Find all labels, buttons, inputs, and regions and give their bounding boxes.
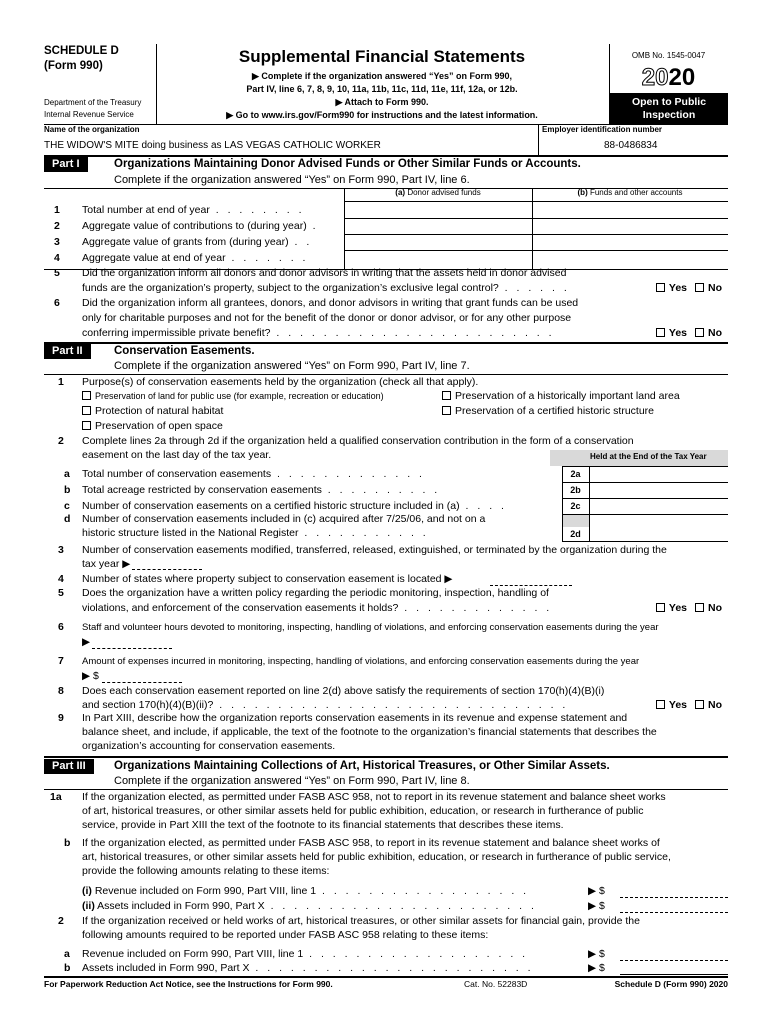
p1-line-5-text-b: funds are the organization’s property, subject to the organization’s exclusive legal control? . . . . . .	[82, 282, 570, 294]
p2-line-8-text-b: and section 170(h)(4)(B)(ii)? . . . . . . . . . . . . . . . . . . . . . . . . . . . . . .	[82, 699, 569, 711]
p2-line-6-entry[interactable]	[92, 648, 172, 649]
omb-number: OMB No. 1545-0047	[631, 51, 706, 60]
no-checkbox[interactable]	[695, 283, 704, 292]
p1-line-5-num: 5	[54, 267, 60, 279]
p2-line-6-text-b: ▶	[82, 636, 91, 648]
p2-line-3-num: 3	[58, 544, 64, 556]
p3-line-2-num: 2	[58, 915, 64, 927]
p2-line-6-num: 6	[58, 621, 64, 633]
p3-line-1a-text-c: service, provide in Part XIII the text of the footnote to its financial statements that describes these items.	[82, 819, 564, 831]
p3-line-2b-dollar: ▶ $	[588, 962, 605, 974]
p1-line-4-text: Aggregate value at end of year . . . . . . .	[82, 252, 309, 264]
part-3-label: Part III	[44, 759, 94, 774]
p2-line-8-yes-no: Yes No	[648, 698, 722, 713]
p2-line-4-num: 4	[58, 573, 64, 585]
p2-line-2-num: 2	[58, 435, 64, 447]
p2-line-1-text: Purpose(s) of conservation easements held by the organization (check all that apply).	[82, 376, 479, 388]
part-3-subtitle: Complete if the organization answered “Yes” on Form 990, Part IV, line 8.	[114, 775, 470, 787]
no-checkbox[interactable]	[695, 328, 704, 337]
no-checkbox[interactable]	[695, 603, 704, 612]
p1-line-6-text-b: only for charitable purposes and not for the benefit of the donor or donor advisor, or for any other purpose	[82, 312, 572, 324]
p3-line-1b-ii-entry[interactable]	[620, 912, 728, 913]
schedule-label: SCHEDULE D	[44, 45, 119, 57]
yes-checkbox[interactable]	[656, 603, 665, 612]
p3-line-2b-letter: b	[64, 962, 71, 974]
part-1-title: Organizations Maintaining Donor Advised Funds or Other Similar Funds or Accounts.	[114, 158, 581, 170]
part-3-title: Organizations Maintaining Collections of Art, Historical Treasures, or Other Similar Assets.	[114, 760, 610, 772]
p2-line-6-text-a: Staff and volunteer hours devoted to monitoring, inspecting, handling of violations, and enforcing conservation easements during the year	[82, 622, 659, 633]
purpose-public-use: Preservation of land for public use (for example, recreation or education)	[82, 391, 384, 402]
p3-line-2a-dollar: ▶ $	[588, 948, 605, 960]
p1-line-2-text: Aggregate value of contributions to (during year) .	[82, 220, 319, 232]
p2-line-3-text-a: Number of conservation easements modified, transferred, released, extinguished, or terminated by the organization during the	[82, 544, 667, 556]
org-name-value: THE WIDOW'S MITE doing business as LAS VEGAS CATHOLIC WORKER	[44, 140, 381, 151]
yes-checkbox[interactable]	[656, 328, 665, 337]
tax-year: 2020	[641, 64, 696, 91]
p3-line-1b-text-c: provide the following amounts relating to these items:	[82, 865, 330, 877]
form-title: Supplemental Financial Statements	[238, 47, 526, 66]
p1-line-1-text: Total number at end of year . . . . . . . .	[82, 204, 305, 216]
p3-line-2a-entry[interactable]	[620, 960, 728, 961]
code-2c: 2c	[570, 501, 581, 511]
p1-line-3-num: 3	[54, 236, 60, 248]
purpose-open-space-checkbox[interactable]	[82, 421, 91, 430]
p1-line-1-num: 1	[54, 204, 60, 216]
p2-line-1-num: 1	[58, 376, 64, 388]
p3-line-1b-ii-dollar: ▶ $	[588, 900, 605, 912]
p1-line-6-text-c: conferring impermissible private benefit? . . . . . . . . . . . . . . . . . . . . . . . .	[82, 327, 555, 339]
p1-line-2-num: 2	[54, 220, 60, 232]
paperwork-notice: For Paperwork Reduction Act Notice, see the Instructions for Form 990.	[44, 979, 333, 989]
p3-line-1b-i: (i) Revenue included on Form 990, Part VIII, line 1 . . . . . . . . . . . . . . . . . .	[82, 885, 530, 897]
ein-label: Employer identification number	[542, 125, 663, 134]
p2-line-8-text-a: Does each conservation easement reported on line 2(d) above satisfy the requirements of section 170(h)(4)(B)(i)	[82, 685, 605, 697]
p2-line-7-entry[interactable]	[102, 682, 182, 683]
purpose-natural-habitat-checkbox[interactable]	[82, 406, 91, 415]
yes-checkbox[interactable]	[656, 283, 665, 292]
code-2d: 2d	[570, 529, 581, 539]
p1-line-6-num: 6	[54, 297, 60, 309]
p3-line-1a-text-a: If the organization elected, as permitted under FASB ASC 958, not to report in its revenue statement and balance sheet works	[82, 791, 666, 803]
p1-line-3-text: Aggregate value of grants from (during year) . .	[82, 236, 313, 248]
p2-line-2-text-a: Complete lines 2a through 2d if the organization held a qualified conservation contribution in the form of a conservation	[82, 435, 634, 447]
p3-line-2b-text: Assets included in Form 990, Part X . . . . . . . . . . . . . . . . . . . . . . . .	[82, 962, 534, 974]
catalog-number: Cat. No. 52283D	[464, 979, 528, 989]
p2-line-4-text: Number of states where property subject to conservation easement is located ▶	[82, 573, 453, 585]
p1-line-6-yes-no: Yes No	[648, 326, 722, 341]
p3-line-1a-num: 1a	[50, 791, 62, 803]
col-b-header: (b) Funds and other accounts	[577, 188, 683, 197]
yes-checkbox[interactable]	[656, 700, 665, 709]
p2-line-9-text-c: organization’s accounting for conservation easements.	[82, 740, 336, 752]
p2-line-2a-letter: a	[64, 468, 70, 480]
p2-line-7-num: 7	[58, 655, 64, 667]
p2-line-9-text-b: balance sheet, and include, if applicable, the text of the footnote to the organization’s financial statements that describes the	[82, 726, 657, 738]
p3-line-1a-text-b: of art, historical treasures, or other similar assets held for public exhibition, education, or research in furtherance of public	[82, 805, 644, 817]
p2-line-5-num: 5	[58, 587, 64, 599]
col-a-header: (a) Donor advised funds	[395, 188, 481, 197]
p2-line-2d-text-a: Number of conservation easements included in (c) acquired after 7/25/06, and not on a	[82, 513, 486, 525]
instruction-line-2: Part IV, line 6, 7, 8, 9, 10, 11a, 11b, 11c, 11d, 11e, 11f, 12a, or 12b.	[246, 84, 518, 94]
p3-line-2b-entry[interactable]	[620, 974, 728, 975]
p2-line-2a-text: Total number of conservation easements . . . . . . . . . . . . .	[82, 468, 425, 480]
p3-line-1b-i-dollar: ▶ $	[588, 885, 605, 897]
p3-line-2a-text: Revenue included on Form 990, Part VIII, line 1 . . . . . . . . . . . . . . . . . . .	[82, 948, 529, 960]
code-2a: 2a	[570, 469, 581, 479]
p2-line-2d-letter: d	[64, 513, 71, 525]
p2-line-7-text-b: ▶ $	[82, 670, 99, 682]
p2-line-2-text-b: easement on the last day of the tax year.	[82, 449, 272, 461]
p2-line-7-text-a: Amount of expenses incurred in monitoring, inspecting, handling of violations, and enforcing conservation easements during the year	[82, 656, 640, 667]
irs-label: Internal Revenue Service	[44, 110, 134, 119]
p2-line-2c-text: Number of conservation easements on a certified historic structure included in (a) . . . .	[82, 500, 507, 512]
form-footer-id: Schedule D (Form 990) 2020	[614, 979, 728, 989]
org-name-label: Name of the organization	[44, 125, 140, 134]
p2-line-9-text-a: In Part XIII, describe how the organization reports conservation easements in its revenue and expense statement and	[82, 712, 628, 724]
p3-line-1b-i-entry[interactable]	[620, 897, 728, 898]
no-checkbox[interactable]	[695, 700, 704, 709]
p3-line-1b-text-b: art, historical treasures, or other similar assets held for public exhibition, education, or research in furtherance of public service,	[82, 851, 671, 863]
p3-line-1b-letter: b	[64, 837, 71, 849]
p2-line-2c-letter: c	[64, 500, 70, 512]
part-1-label: Part I	[44, 157, 88, 172]
p2-line-5-yes-no: Yes No	[648, 601, 722, 616]
p2-line-2d-text-b: historic structure listed in the National Register . . . . . . . . . . .	[82, 527, 429, 539]
dept-label: Department of the Treasury	[44, 98, 142, 107]
p1-line-4-num: 4	[54, 252, 60, 264]
p3-line-2-text-a: If the organization received or held works of art, historical treasures, or other similar assets for financial gain, provide the	[82, 915, 640, 927]
p2-line-3-entry[interactable]	[132, 569, 202, 570]
p2-line-2b-text: Total acreage restricted by conservation easements . . . . . . . . . .	[82, 484, 441, 496]
p2-line-8-num: 8	[58, 685, 64, 697]
p2-line-5-text-a: Does the organization have a written policy regarding the periodic monitoring, inspection, handling of	[82, 587, 549, 599]
code-2b: 2b	[570, 485, 581, 495]
purpose-natural-habitat: Protection of natural habitat	[82, 405, 223, 417]
purpose-public-use-checkbox[interactable]	[82, 391, 91, 400]
p1-line-5-text-a: Did the organization inform all donors and donor advisors in writing that the assets held in donor advised	[82, 267, 567, 279]
p2-line-5-text-b: violations, and enforcement of the conservation easements it holds? . . . . . . . . . . . . .	[82, 602, 553, 614]
p3-line-1b-text-a: If the organization elected, as permitted under FASB ASC 958, to report in its revenue statement and balance sheet works of	[82, 837, 660, 849]
instruction-line-4: ▶ Go to www.irs.gov/Form990 for instructions and the latest information.	[226, 110, 538, 120]
p2-line-9-num: 9	[58, 712, 64, 724]
ein-value: 88-0486834	[604, 140, 658, 151]
p2-line-3-text-b: tax year ▶	[82, 558, 131, 570]
purpose-historic-structure: Preservation of a certified historic structure	[442, 405, 654, 417]
instruction-line-3: ▶ Attach to Form 990.	[335, 97, 429, 107]
purpose-open-space: Preservation of open space	[82, 420, 223, 432]
form-label: (Form 990)	[44, 60, 103, 72]
p1-line-5-yes-no: Yes No	[648, 281, 722, 296]
part-2-label: Part II	[44, 344, 91, 359]
part-1-subtitle: Complete if the organization answered “Yes” on Form 990, Part IV, line 6.	[114, 174, 470, 186]
p3-line-2a-letter: a	[64, 948, 70, 960]
p1-line-6-text-a: Did the organization inform all grantees, donors, and donor advisors in writing that grant funds can be used	[82, 297, 579, 309]
p3-line-2-text-b: following amounts required to be reported under FASB ASC 958 relating to these items:	[82, 929, 489, 941]
part-2-title: Conservation Easements.	[114, 345, 255, 357]
held-end-of-year-header: Held at the End of the Tax Year	[590, 452, 707, 461]
purpose-historic-land: Preservation of a historically important land area	[442, 390, 680, 402]
purpose-historic-land-checkbox[interactable]	[442, 391, 451, 400]
open-to-public-box: Open to Public Inspection	[610, 93, 728, 124]
part-2-subtitle: Complete if the organization answered “Yes” on Form 990, Part IV, line 7.	[114, 360, 470, 372]
instruction-line-1: ▶ Complete if the organization answered “Yes” on Form 990,	[252, 71, 512, 81]
p2-line-2b-letter: b	[64, 484, 71, 496]
p3-line-1b-ii: (ii) Assets included in Form 990, Part X . . . . . . . . . . . . . . . . . . . . . . .	[82, 900, 537, 912]
purpose-historic-structure-checkbox[interactable]	[442, 406, 451, 415]
